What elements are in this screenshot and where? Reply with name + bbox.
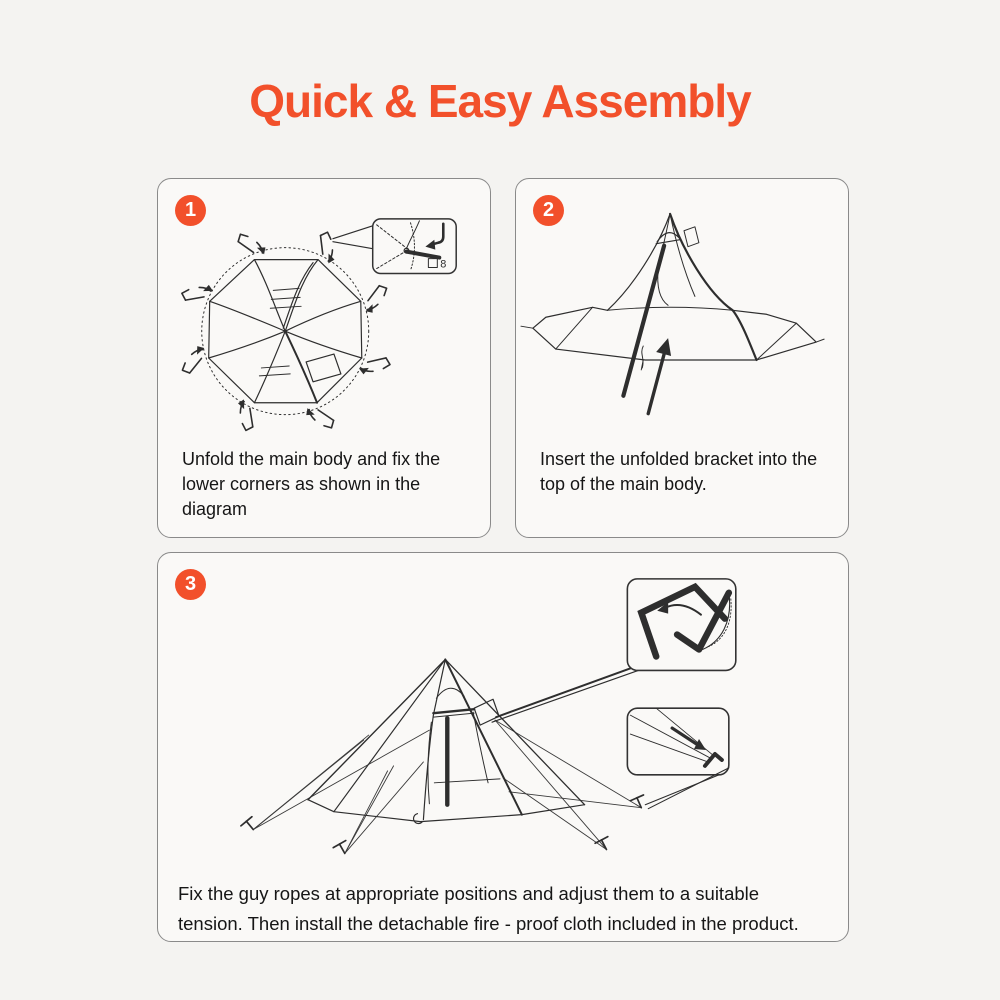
caption-line: lower corners as shown in the	[182, 474, 421, 494]
step-3-caption	[178, 879, 846, 939]
caption-line: Unfold the main body and fix the	[182, 449, 441, 469]
top-vent	[684, 227, 699, 247]
tent-skirt	[521, 307, 824, 370]
step-1-number-badge: 1	[175, 195, 206, 226]
ground-stakes	[240, 793, 643, 854]
tent-cone	[607, 214, 756, 368]
callout-lines	[333, 226, 373, 249]
corner-stake-inset	[373, 219, 456, 274]
rope-tensioner-inset	[627, 708, 728, 808]
caption-line: tension. Then install the detachable fire - proof cloth included in the product.	[178, 913, 799, 934]
caption-line: Insert the unfolded bracket into the	[540, 449, 818, 469]
stake-count-label: 8	[440, 258, 447, 271]
step-1-caption	[182, 447, 482, 522]
step-2-panel	[515, 178, 849, 538]
page-title: Quick & Easy Assembly	[249, 75, 751, 127]
step-3-number-badge: 3	[175, 569, 206, 600]
vent-window	[306, 354, 341, 382]
step-3-panel	[157, 552, 849, 942]
step-1-panel	[157, 178, 491, 538]
fold-rungs	[259, 288, 301, 375]
caption-line: top of the main body.	[540, 474, 707, 494]
step-2-caption	[540, 447, 852, 497]
caption-line: diagram	[182, 499, 248, 519]
step-2-number-badge: 2	[533, 195, 564, 226]
caption-line: Fix the guy ropes at appropriate positions and adjust them to a suitable	[178, 883, 760, 904]
fire-proof-cloth-inset	[627, 579, 735, 671]
insert-arrow	[648, 338, 671, 414]
